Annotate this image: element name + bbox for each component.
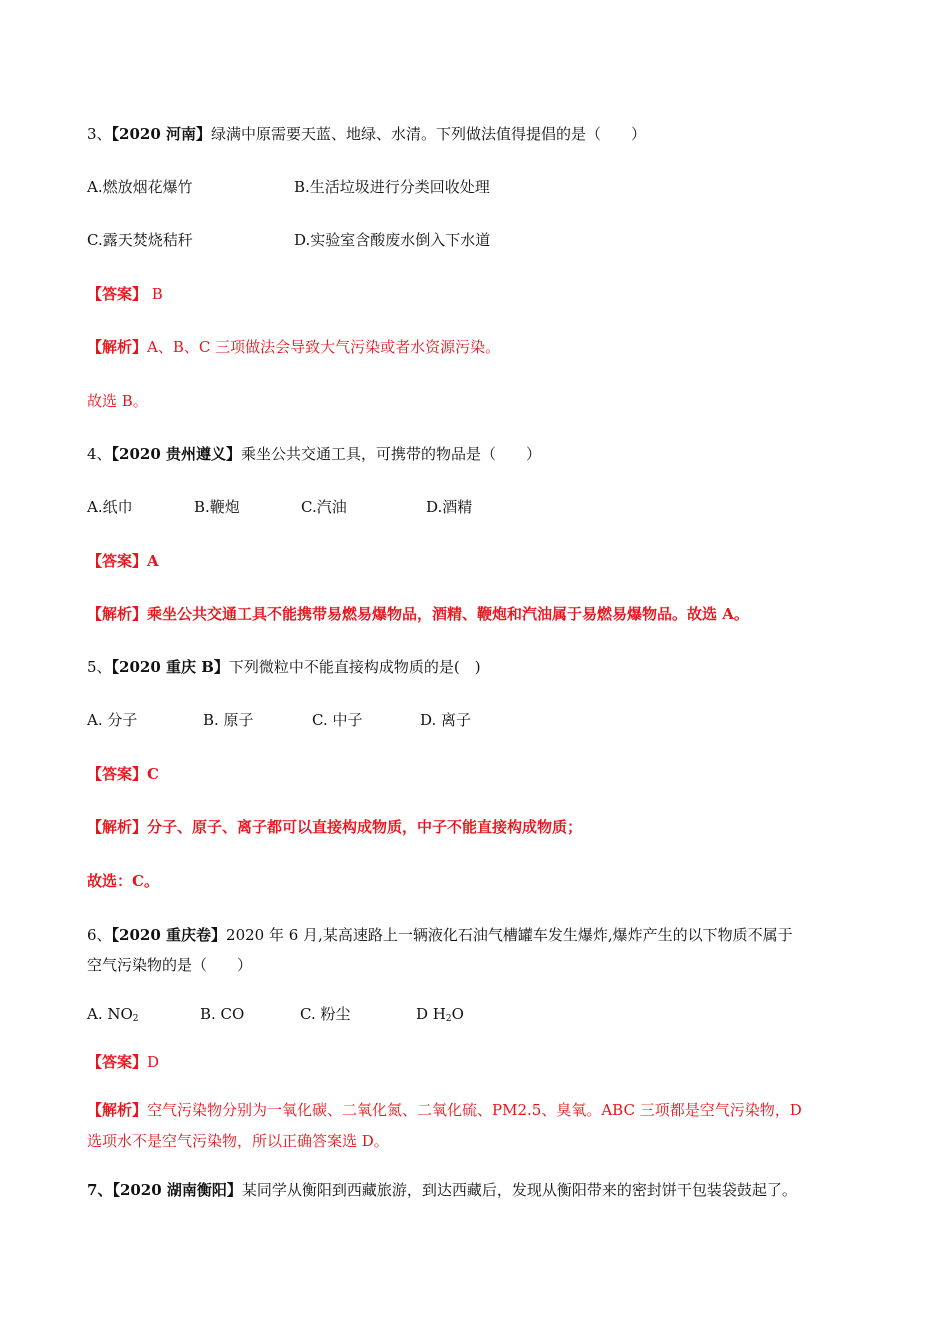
question-source: 【2020 湖南衡阳】 [112, 1181, 242, 1199]
option-d: D.实验室含酸废水倒入下水道 [294, 231, 491, 249]
question-number: 5、 [87, 658, 112, 676]
question-6-stem-line1 [87, 925, 793, 945]
answer-value: B [147, 285, 163, 303]
option-a: A.纸巾 [87, 498, 133, 516]
question-5-answer [87, 764, 159, 784]
question-4-stem [87, 444, 541, 464]
question-text: 某同学从衡阳到西藏旅游，到达西藏后，发现从衡阳带来的密封饼干包装袋鼓起了。 [241, 1181, 797, 1199]
answer-tag: 【答案】 [87, 765, 148, 783]
option-b: B.生活垃圾进行分类回收处理 [294, 178, 490, 196]
question-3-choose: 故选 B。 [87, 392, 148, 410]
question-5-analysis [87, 817, 582, 837]
question-number: 7、 [87, 1181, 113, 1199]
answer-value: C [147, 765, 159, 783]
option-c: C.汽油 [301, 498, 347, 516]
answer-tag: 【答案】 [87, 552, 148, 570]
question-6-options [87, 1004, 887, 1024]
question-3-stem [87, 124, 646, 144]
question-3-options-row1 [87, 177, 887, 197]
question-6-stem-line2: 空气污染物的是（ ） [87, 956, 253, 974]
question-text: 乘坐公共交通工具，可携带的物品是（ ） [241, 445, 542, 463]
question-number: 6、 [87, 926, 112, 944]
analysis-tag: 【解析】 [87, 818, 148, 836]
question-3-options-row2 [87, 230, 887, 250]
analysis-text: 空气污染物分别为一氧化碳、二氧化氮、二氧化硫、PM2.5、臭氧。ABC 三项都是空气污染物，D [147, 1101, 802, 1119]
question-5-stem [87, 657, 481, 677]
question-source: 【2020 重庆 B】 [111, 658, 229, 676]
answer-tag: 【答案】 [87, 1053, 148, 1071]
question-6-analysis-line1 [87, 1100, 802, 1120]
option-c: C. 中子 [312, 711, 363, 729]
answer-tag: 【答案】 [87, 285, 148, 303]
option-b: B. 原子 [203, 711, 254, 729]
analysis-tag: 【解析】 [87, 605, 148, 623]
question-text: 绿满中原需要天蓝、地绿、水清。下列做法值得提倡的是（ ） [211, 125, 647, 143]
question-6-analysis-line2: 选项水不是空气污染物，所以正确答案选 D。 [87, 1132, 389, 1150]
answer-value: D [147, 1053, 160, 1071]
option-a: A. $NO_2$ [87, 1005, 139, 1024]
analysis-tag: 【解析】 [87, 338, 148, 356]
question-7-stem [87, 1180, 797, 1200]
option-a: A.燃放烟花爆竹 [87, 178, 193, 196]
analysis-text: A、B、C 三项做法会导致大气污染或者水资源污染。 [147, 338, 501, 356]
question-text: 下列微粒中不能直接构成物质的是( ) [228, 658, 481, 676]
answer-value: A [147, 552, 159, 570]
option-b: B.鞭炮 [194, 498, 240, 516]
question-4-answer [87, 551, 159, 571]
analysis-tag: 【解析】 [87, 1101, 148, 1119]
analysis-text: 分子、原子、离子都可以直接构成物质，中子不能直接构成物质； [147, 818, 583, 836]
question-source: 【2020 重庆卷】 [111, 926, 227, 944]
question-3-analysis [87, 337, 500, 357]
option-a: A. 分子 [87, 711, 138, 729]
question-4-analysis [87, 604, 749, 624]
question-5-options [87, 710, 887, 730]
option-d: D $H_2O$ [416, 1005, 464, 1024]
option-d: D. 离子 [420, 711, 472, 729]
question-text: 2020 年 6 月,某高速路上一辆液化石油气槽罐车发生爆炸,爆炸产生的以下物质不属于 [226, 926, 793, 944]
question-source: 【2020 河南】 [111, 125, 212, 143]
option-c: C.露天焚烧秸秆 [87, 231, 193, 249]
question-3-answer [87, 284, 163, 304]
option-b: B. CO [200, 1005, 245, 1023]
question-source: 【2020 贵州遵义】 [111, 445, 242, 463]
question-4-options [87, 497, 887, 517]
analysis-text: 乘坐公共交通工具不能携带易燃易爆物品，酒精、鞭炮和汽油属于易燃易爆物品。故选 A。 [147, 605, 749, 623]
question-number: 4、 [87, 445, 112, 463]
question-number: 3、 [87, 125, 112, 143]
question-6-answer [87, 1052, 159, 1072]
question-5-choose: 故选：C。 [87, 872, 159, 890]
option-c: C. 粉尘 [300, 1005, 351, 1023]
option-d: D.酒精 [426, 498, 473, 516]
